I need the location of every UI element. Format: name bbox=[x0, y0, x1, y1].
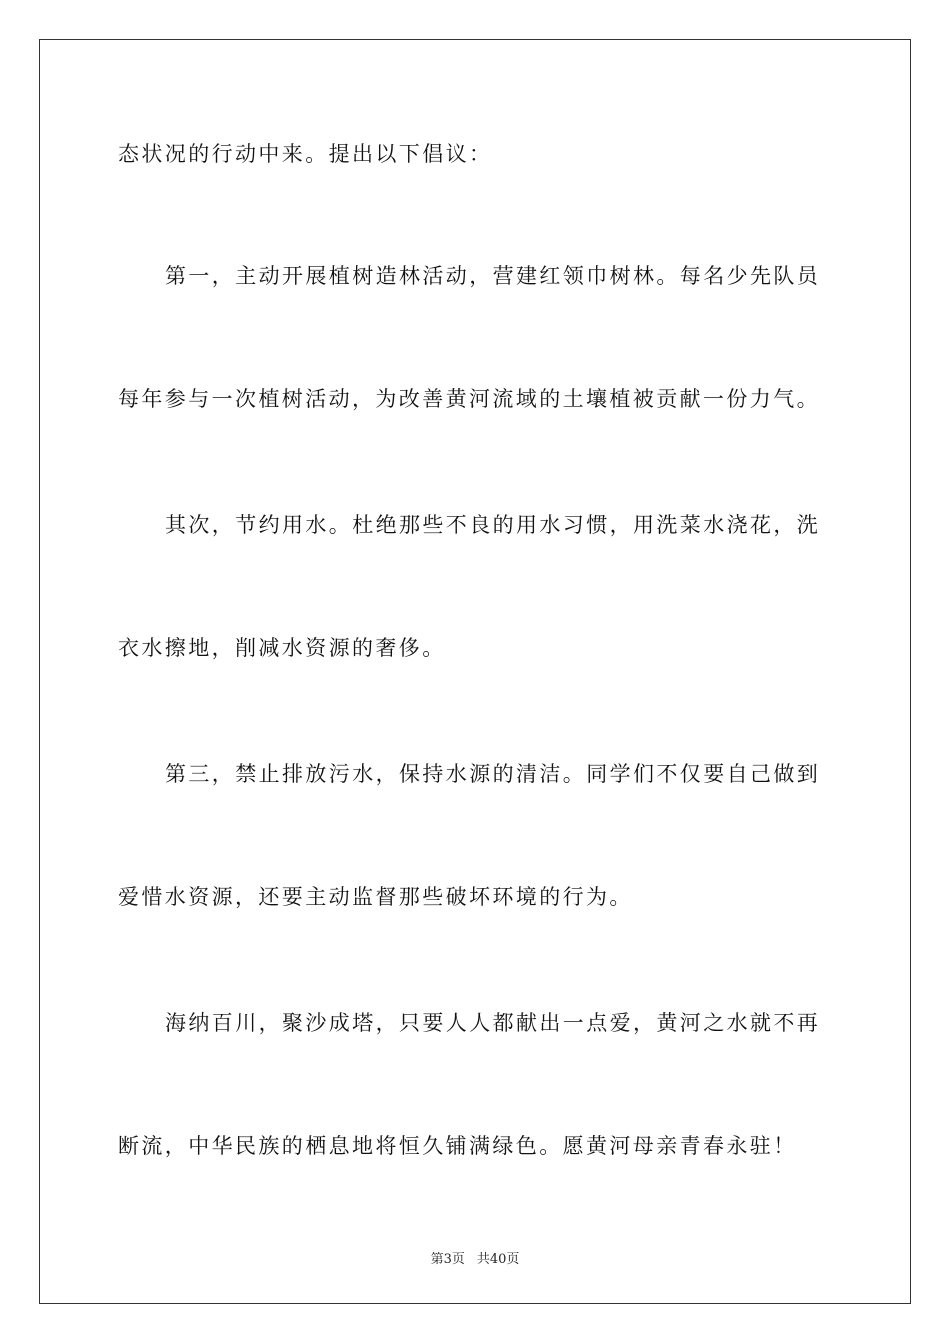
page-border bbox=[39, 39, 911, 1304]
page-number: 第3页 bbox=[430, 1252, 465, 1267]
paragraph-4-line-2: 断流，中华民族的栖息地将恒久铺满绿色。愿黄河母亲青春永驻！ bbox=[118, 1134, 797, 1158]
paragraph-1-line-1: 第一，主动开展植树造林活动，营建红领巾树林。每名少先队员 bbox=[165, 264, 821, 288]
paragraph-2-line-1: 其次，节约用水。杜绝那些不良的用水习惯，用洗菜水浇花，洗 bbox=[165, 513, 821, 537]
page-total: 共40页 bbox=[476, 1252, 520, 1267]
paragraph-1-line-2: 每年参与一次植树活动，为改善黄河流域的土壤植被贡献一份力气。 bbox=[118, 387, 820, 411]
paragraph-3-line-1: 第三，禁止排放污水，保持水源的清洁。同学们不仅要自己做到 bbox=[165, 762, 821, 786]
paragraph-4-line-1: 海纳百川，聚沙成塔，只要人人都献出一点爱，黄河之水就不再 bbox=[165, 1011, 821, 1035]
paragraph-3-line-2: 爱惜水资源，还要主动监督那些破坏环境的行为。 bbox=[118, 885, 633, 909]
text-line-1: 态状况的行动中来。提出以下倡议： bbox=[118, 142, 493, 166]
paragraph-2-line-2: 衣水擦地，削减水资源的奢侈。 bbox=[118, 636, 446, 660]
page-footer bbox=[0, 1248, 950, 1267]
